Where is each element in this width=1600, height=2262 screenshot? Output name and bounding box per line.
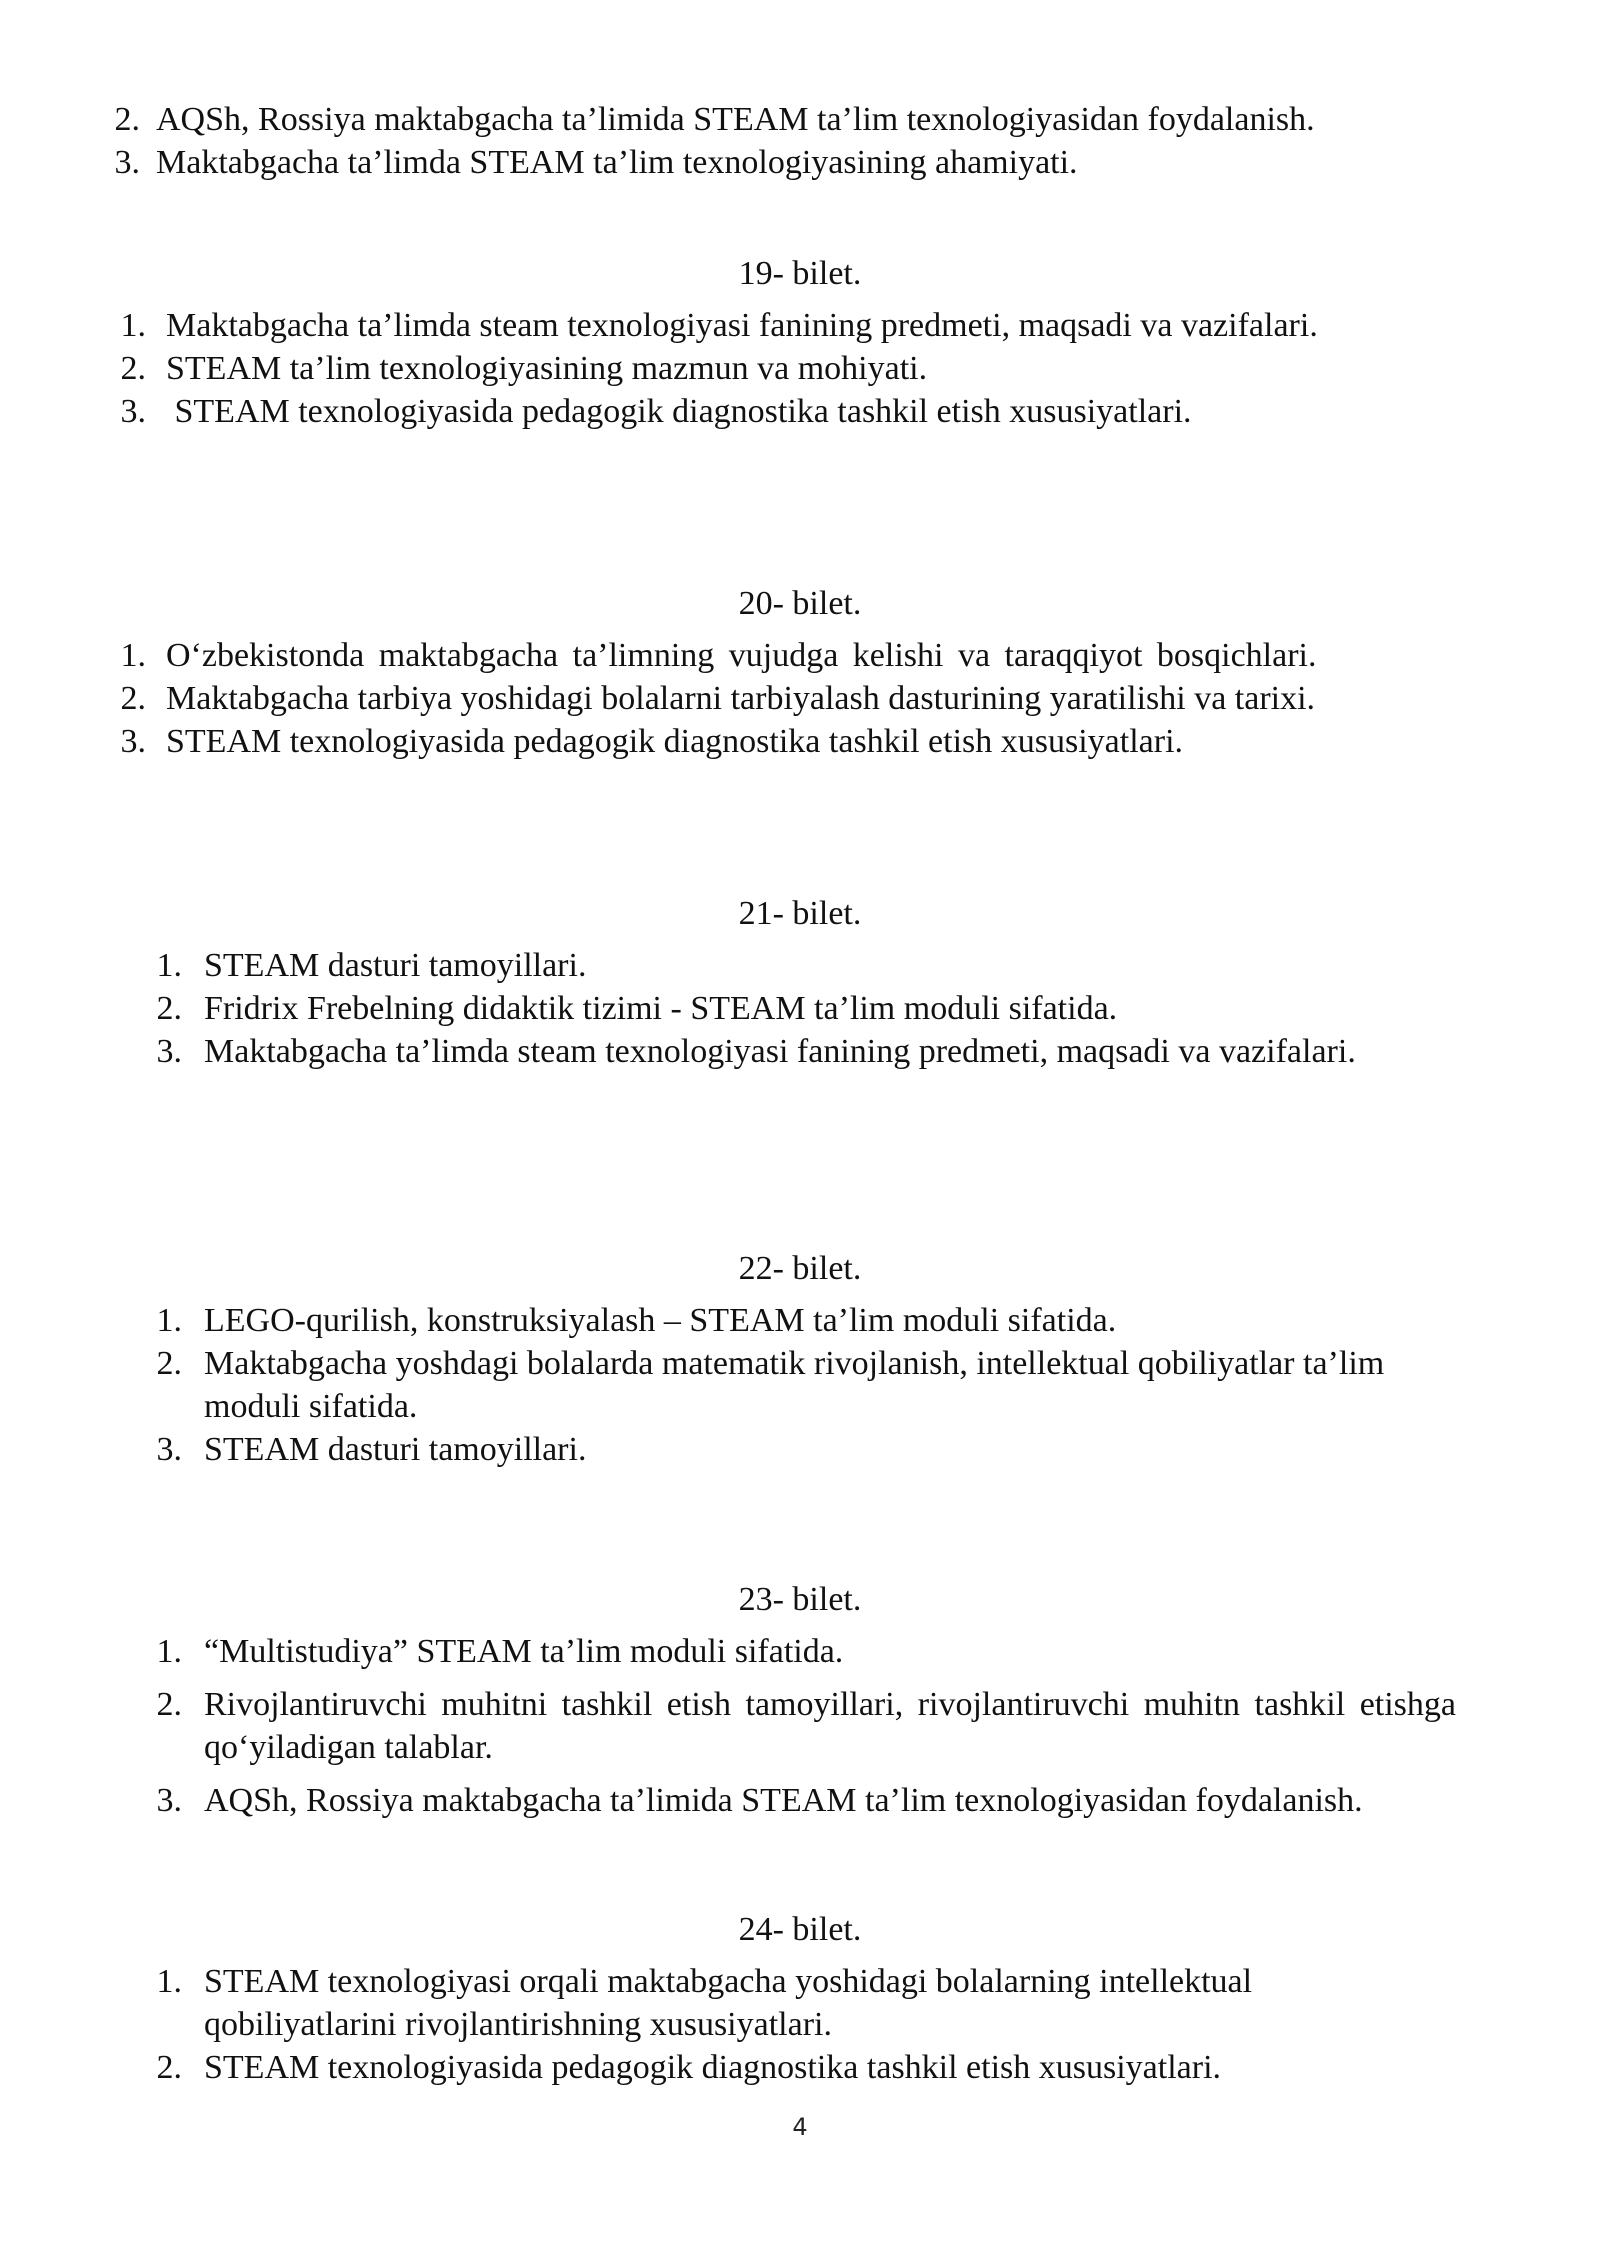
item-text: O‘zbekistonda maktabgacha ta’limning vujudga kelishi va taraqqiyot bosqichlari. [166, 637, 1317, 674]
item-text: Maktabgacha ta’limda steam texnologiyasi fanining predmeti, maqsadi va vazifalari. [204, 1033, 1356, 1070]
ticket-title: 22- bilet. [738, 1250, 862, 1287]
ticket-20 [0, 582, 1600, 763]
item-number: 2. [156, 2049, 182, 2086]
list-item [0, 141, 1600, 184]
item-text: STEAM texnologiyasi orqali maktabgacha yoshidagi bolalarning intellektual qobiliyatlarini rivojlantirishning xususiyatlari. [204, 1963, 1253, 2043]
item-number: 3. [156, 1431, 182, 1468]
item-number: 3. [156, 1782, 182, 1819]
item-text: Fridrix Frebelning didaktik tizimi - STEAM ta’lim moduli sifatida. [204, 990, 1118, 1027]
item-text: Maktabgacha ta’limda STEAM ta’lim texnologiyasining ahamiyati. [156, 144, 1078, 181]
list-item [0, 1342, 1600, 1428]
item-text: Maktabgacha yoshdagi bolalarda matematik rivojlanish, intellektual qobiliyatlar ta’lim moduli sifatida. [204, 1345, 1385, 1425]
list-item [0, 347, 1600, 390]
item-number: 2. [156, 1686, 182, 1723]
item-number: 1. [156, 1302, 182, 1339]
item-number: 3. [120, 393, 146, 430]
list-item [0, 2046, 1600, 2089]
list-item [0, 634, 1600, 677]
ticket-22 [0, 1247, 1600, 1471]
item-number: 1. [156, 1633, 182, 1670]
list-item [0, 1779, 1600, 1822]
item-number: 1. [120, 307, 146, 344]
continuation-list [0, 98, 1600, 184]
item-text: STEAM texnologiyasida pedagogik diagnostika tashkil etish xususiyatlari. [166, 723, 1184, 760]
item-number: 2. [156, 1345, 182, 1382]
list-item [0, 1030, 1600, 1073]
list-item [0, 390, 1600, 433]
item-text: STEAM dasturi tamoyillari. [204, 947, 587, 984]
list-item [0, 1683, 1600, 1769]
item-number: 1. [120, 637, 146, 674]
item-number: 3. [120, 723, 146, 760]
item-text: STEAM ta’lim texnologiyasining mazmun va mohiyati. [166, 350, 928, 387]
item-number: 3. [114, 144, 140, 181]
ticket-title: 23- bilet. [738, 1581, 862, 1618]
item-text: STEAM texnologiyasida pedagogik diagnostika tashkil etish xususiyatlari. [166, 393, 1192, 430]
list-item [0, 1630, 1600, 1673]
ticket-23 [0, 1578, 1600, 1822]
list-item [0, 944, 1600, 987]
item-text: Rivojlantiruvchi muhitni tashkil etish tamoyillari, rivojlantiruvchi muhitn tashkil etishga qo‘yiladigan talablar. [204, 1686, 1456, 1766]
list-item [0, 98, 1600, 141]
item-text: “Multistudiya” STEAM ta’lim moduli sifatida. [204, 1633, 844, 1670]
list-item [0, 720, 1600, 763]
list-item [0, 987, 1600, 1030]
item-number: 2. [156, 990, 182, 1027]
page-number: 4 [792, 2113, 808, 2141]
item-number: 2. [120, 350, 146, 387]
list-item [0, 304, 1600, 347]
item-number: 1. [156, 1963, 182, 2000]
item-text: AQSh, Rossiya maktabgacha ta’limida STEAM ta’lim texnologiyasidan foydalanish. [156, 101, 1315, 138]
item-text: AQSh, Rossiya maktabgacha ta’limida STEAM ta’lim texnologiyasidan foydalanish. [204, 1782, 1363, 1819]
list-item [0, 1299, 1600, 1342]
ticket-19 [0, 252, 1600, 433]
ticket-title: 19- bilet. [738, 255, 862, 292]
item-text: LEGO-qurilish, konstruksiyalash – STEAM ta’lim moduli sifatida. [204, 1302, 1117, 1339]
item-text: STEAM dasturi tamoyillari. [204, 1431, 587, 1468]
ticket-21 [0, 892, 1600, 1073]
item-number: 3. [156, 1033, 182, 1070]
item-text: Maktabgacha ta’limda steam texnologiyasi fanining predmeti, maqsadi va vazifalari. [166, 307, 1318, 344]
ticket-title: 24- bilet. [738, 1911, 862, 1948]
item-number: 1. [156, 947, 182, 984]
ticket-title: 20- bilet. [738, 585, 862, 622]
item-number: 2. [114, 101, 140, 138]
ticket-24 [0, 1908, 1600, 2089]
item-number: 2. [120, 680, 146, 717]
item-text: STEAM texnologiyasida pedagogik diagnostika tashkil etish xususiyatlari. [204, 2049, 1222, 2086]
item-text: Maktabgacha tarbiya yoshidagi bolalarni tarbiyalash dasturining yaratilishi va tarixi. [166, 680, 1316, 717]
ticket-title: 21- bilet. [738, 895, 862, 932]
list-item [0, 1428, 1600, 1471]
list-item [0, 677, 1600, 720]
list-item [0, 1960, 1600, 2046]
